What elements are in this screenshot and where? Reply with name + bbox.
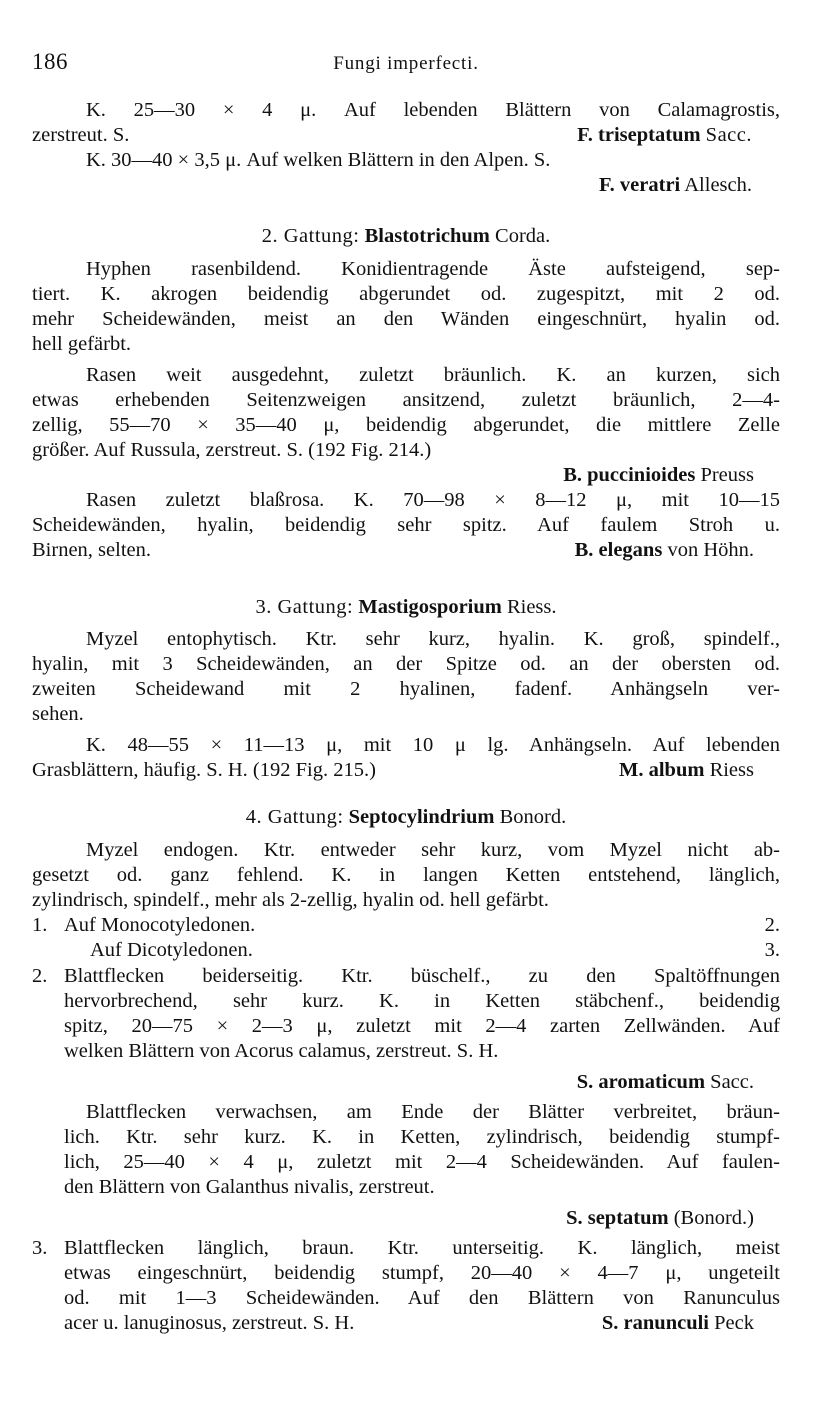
page-header [32, 50, 780, 78]
species-name: B. elegans [574, 539, 663, 561]
species-name-line [32, 1311, 780, 1336]
species-name-line [32, 1070, 780, 1095]
species-name-line [32, 173, 780, 198]
genus-prefix: 4. Gattung: [245, 806, 344, 828]
species-name: S. aromaticum [576, 1071, 706, 1093]
key-text: Auf Monocotyledonen. [64, 914, 256, 936]
key-number: 3. [32, 1237, 48, 1259]
key-number: 2. [32, 965, 48, 987]
genus-author: Bonord. [499, 806, 567, 828]
species-name: F. veratri [599, 174, 681, 196]
text-line: etwas erhebenden Seitenzweigen ansitzend, zuletzt bräunlich, 2—4- [32, 389, 780, 411]
genus-heading [32, 224, 780, 249]
text-line: Rasen zuletzt blaßrosa. K. 70—98 × 8—12 μ, mit 10—15 [86, 489, 780, 511]
genus-prefix: 3. Gattung: [255, 596, 354, 618]
genus-heading [32, 805, 780, 830]
genus-name: Septocylindrium [348, 806, 495, 828]
text-line: hervorbrechend, sehr kurz. K. in Ketten stäbchenf., beidendig [64, 990, 780, 1012]
genus-prefix: 2. Gattung: [261, 225, 360, 247]
text-line: Blattflecken beiderseitig. Ktr. büschelf., zu den Spaltöffnungen [64, 965, 780, 987]
genus-author: Corda. [495, 225, 551, 247]
key-number: 1. [32, 914, 48, 936]
text-line: hell gefärbt. [32, 333, 132, 355]
species-name-line [32, 538, 780, 563]
text-line: etwas eingeschnürt, beidendig stumpf, 20—40 × 4—7 μ, ungeteilt [64, 1262, 780, 1284]
species-author: Preuss [700, 464, 754, 486]
text-line: Birnen, selten. [32, 539, 151, 561]
species-name-line [32, 123, 780, 148]
text-line: Rasen weit ausgedehnt, zuletzt bräunlich. K. an kurzen, sich [86, 364, 780, 386]
text-line: sehen. [32, 703, 84, 725]
text-line: gesetzt od. ganz fehlend. K. in langen Ketten entstehend, länglich, [32, 864, 780, 886]
text-line: welken Blättern von Acorus calamus, zerstreut. S. H. [64, 1040, 499, 1062]
text-line: od. mit 1—3 Scheidewänden. Auf den Blättern von Ranunculus [64, 1287, 780, 1309]
text-line: acer u. lanuginosus, zerstreut. S. H. [64, 1312, 355, 1334]
text-line: hyalin, mit 3 Scheidewänden, an der Spitze od. an der obersten od. [32, 653, 780, 675]
species-name: M. album [619, 759, 705, 781]
running-title: Fungi imperfecti. [333, 53, 479, 74]
text-line: lich, 25—40 × 4 μ, zuletzt mit 2—4 Scheidewänden. Auf faulen- [64, 1151, 780, 1173]
key-couplet-1a [0, 913, 830, 938]
text-line: Grasblättern, häufig. S. H. (192 Fig. 215.) [32, 759, 376, 781]
genus-name: Blastotrichum [364, 225, 490, 247]
text-line: K. 30—40 × 3,5 μ. Auf welken Blättern in den Alpen. S. [86, 149, 551, 171]
species-author: Allesch. [684, 174, 752, 196]
species-author: Sacc. [705, 124, 752, 146]
text-line: Hyphen rasenbildend. Konidientragende Äste aufsteigend, sep- [86, 258, 780, 280]
text-line: zweiten Scheidewand mit 2 hyalinen, fadenf. Anhängseln ver- [32, 678, 780, 700]
text-line: zylindrisch, spindelf., mehr als 2-zellig, hyalin od. hell gefärbt. [32, 889, 549, 911]
text-line: K. 25—30 × 4 μ. Auf lebenden Blättern von Calamagrostis, [86, 99, 780, 121]
text-line: lich. Ktr. sehr kurz. K. in Ketten, zylindrisch, beidendig stumpf- [64, 1126, 780, 1148]
species-author: (Bonord.) [673, 1207, 754, 1229]
species-author: Riess [709, 759, 754, 781]
species-name: S. septatum [566, 1207, 669, 1229]
text-line: größer. Auf Russula, zerstreut. S. (192 Fig. 214.) [32, 439, 432, 461]
text-line: Blattflecken länglich, braun. Ktr. unterseitig. K. länglich, meist [64, 1237, 780, 1259]
page-number: 186 [32, 49, 68, 74]
species-name-line [32, 463, 780, 488]
text-line: tiert. K. akrogen beidendig abgerundet od. zugespitzt, mit 2 od. [32, 283, 780, 305]
key-text: Auf Dicotyledonen. [90, 939, 253, 961]
text-line: spitz, 20—75 × 2—3 μ, zuletzt mit 2—4 zarten Zellwänden. Auf [64, 1015, 780, 1037]
key-reference: 3. [764, 939, 780, 961]
text-line: K. 48—55 × 11—13 μ, mit 10 μ lg. Anhängseln. Auf lebenden [86, 734, 780, 756]
genus-name: Mastigosporium [358, 596, 502, 618]
genus-heading [32, 595, 780, 620]
species-name: S. ranunculi [601, 1312, 710, 1334]
species-name-line [32, 1206, 780, 1231]
text-line: mehr Scheidewänden, meist an den Wänden eingeschnürt, hyalin od. [32, 308, 780, 330]
text-line: Blattflecken verwachsen, am Ende der Blätter verbreitet, bräun- [86, 1101, 780, 1123]
key-reference: 2. [764, 914, 780, 936]
species-name-line [32, 758, 780, 783]
species-author: Peck [714, 1312, 754, 1334]
text-line: zellig, 55—70 × 35—40 μ, beidendig abgerundet, die mittlere Zelle [32, 414, 780, 436]
text-line: zerstreut. S. [32, 124, 130, 146]
species-author: Sacc. [710, 1071, 754, 1093]
text-line: Myzel entophytisch. Ktr. sehr kurz, hyalin. K. groß, spindelf., [86, 628, 780, 650]
species-name: F. triseptatum [577, 124, 701, 146]
text-line: Scheidewänden, hyalin, beidendig sehr spitz. Auf faulem Stroh u. [32, 514, 780, 536]
genus-author: Riess. [506, 596, 557, 618]
key-couplet-1b [0, 938, 830, 963]
text-line: Myzel endogen. Ktr. entweder sehr kurz, vom Myzel nicht ab- [86, 839, 780, 861]
text-line: den Blättern von Galanthus nivalis, zerstreut. [64, 1176, 435, 1198]
species-author: von Höhn. [667, 539, 754, 561]
species-name: B. puccinioides [563, 464, 696, 486]
